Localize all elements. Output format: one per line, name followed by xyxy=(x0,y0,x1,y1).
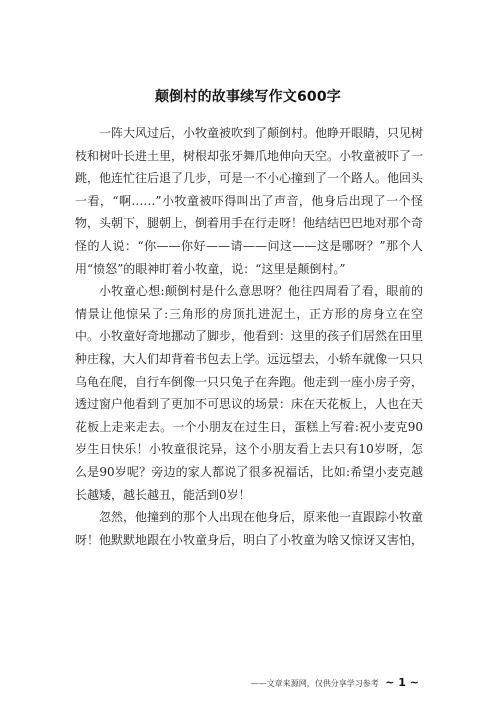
document-body xyxy=(75,122,423,551)
paragraph: 小牧童心想:颠倒村是什么意思呀？他往四周看了看，眼前的情景让他惊呆了:三角形的房顶扎进泥土，正方形的房身立在空中。小牧童好奇地挪动了脚步，他看到：这里的孩子们居然在田里种庄稼，大人们却背着书包去上学。远远望去，小轿车就像一只只乌龟在爬，自行车倒像一只只兔子在奔跑。他走到一座小房子旁，透过窗户他看到了更加不可思议的场景：床在天花板上，人也在天花板上走来走去。一个小朋友在过生日，蛋糕上写着:祝小麦克90岁生日快乐！小牧童很诧异，这个小朋友看上去只有10岁呀，怎么是90岁呢？旁边的家人都说了很多祝福话，比如:希望小麦克越长越矮，越长越丑，能活到0岁！ xyxy=(75,284,424,502)
paragraph: 一阵大风过后，小牧童被吹到了颠倒村。他睁开眼睛，只见树枝和树叶长进土里，树根却张牙舞爪地伸向天空。小牧童被吓了一跳，他连忙往后退了几步，可是一不小心撞到了一个路人。他回头一看，“啊……”小牧童被吓得叫出了声音，他身后出现了一个怪物，头朝下，腿朝上，倒着用手在行走呀！他结结巴巴地对那个奇怪的人说：“你——你好——请——问这——这是哪呀？”那个人用“愤怒”的眼神盯着小牧童，说：“这里是颠倒村。” xyxy=(75,126,424,276)
page-footer xyxy=(0,676,419,689)
paragraph: 忽然，他撞到的那个人出现在他身后，原来他一直跟踪小牧童呀！他默默地跟在小牧童身后，明白了小牧童为啥又惊讶又害怕， xyxy=(75,510,424,547)
page-number: ~ 1 ~ xyxy=(385,676,419,689)
footer-source: ——文章来源网，仅供分享学习参考 xyxy=(250,679,379,688)
document-title: 颠倒村的故事续写作文600字 xyxy=(154,89,342,105)
